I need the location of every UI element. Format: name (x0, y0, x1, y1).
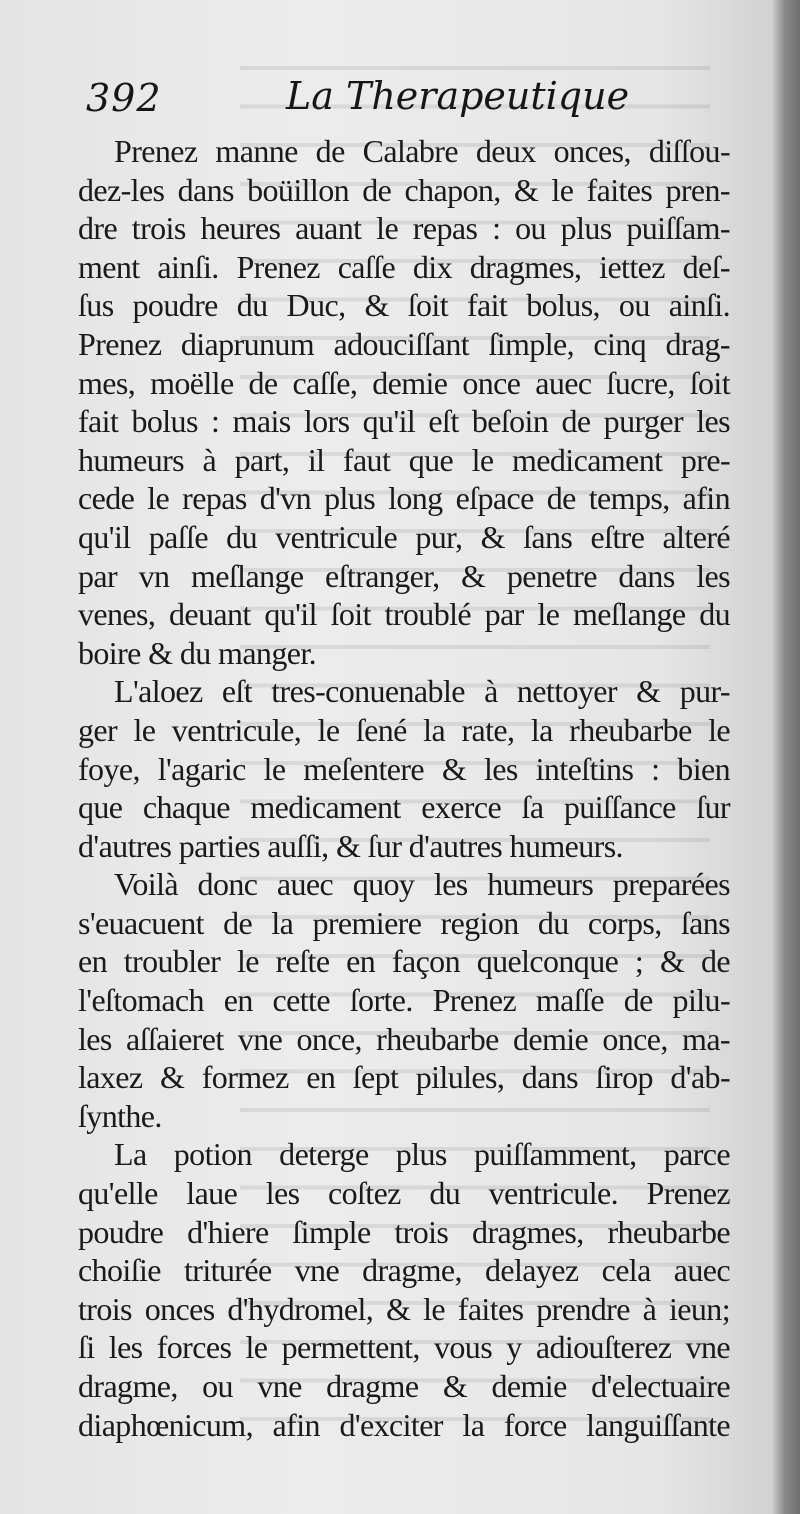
text-line: fait bolus : mais lors qu'il eſt beſoin de purger les (78, 403, 730, 440)
text-line: choiſie triturée vne dragme, delayez cela auec (78, 1252, 730, 1289)
text-line: par vn meſlange eſtranger, & penetre dans les (78, 557, 730, 594)
text-line: en troubler le reſte en façon quelconque ; & de (78, 943, 730, 980)
text-line: l'eſtomach en cette ſorte. Prenez maſſe de pilu- (78, 982, 730, 1019)
text-line: venes, deuant qu'il ſoit troublé par le meſlange du (78, 596, 730, 633)
text-line: L'aloez eſt tres-conuenable à nettoyer & pur- (114, 673, 730, 710)
text-line: ſi les forces le permettent, vous y adiouſterez vne (78, 1329, 730, 1366)
text-line: qu'elle laue les coſtez du ventricule. Prenez (78, 1175, 730, 1212)
text-line: trois onces d'hydromel, & le faites prendre à ieun; (78, 1290, 730, 1327)
text-line: Prenez manne de Calabre deux onces, diſſou- (114, 133, 730, 169)
text-line: laxez & formez en ſept pilules, dans ſirop d'ab- (78, 1059, 730, 1096)
text-line: dre trois heures auant le repas : ou plus puiſſam- (78, 210, 730, 247)
running-title: La Therapeutique (286, 74, 630, 118)
text-line: ſynthe. (78, 1097, 162, 1134)
page-number: 392 (86, 76, 162, 120)
text-line: poudre d'hiere ſimple trois dragmes, rheubarbe (78, 1213, 730, 1250)
text-line: mes, moëlle de caſſe, demie once auec ſucre, ſoit (78, 364, 730, 401)
text-line: ſus poudre du Duc, & ſoit fait bolus, ou ainſi. (78, 287, 730, 324)
text-line: ment ainſi. Prenez caſſe dix dragmes, iettez deſ- (78, 248, 730, 285)
text-line: que chaque medicament exerce ſa puiſſance ſur (78, 789, 730, 826)
text-line: qu'il paſſe du ventricule pur, & ſans eſtre alteré (78, 518, 730, 555)
text-line: Voilà donc auec quoy les humeurs preparées (114, 866, 730, 903)
text-line: Prenez diaprunum adouciſſant ſimple, cinq drag- (78, 325, 730, 362)
text-line: humeurs à part, il faut que le medicament pre- (78, 441, 730, 478)
text-line: d'autres parties auſſi, & ſur d'autres humeurs. (78, 827, 623, 864)
text-line: cede le repas d'vn plus long eſpace de temps, afin (78, 480, 730, 517)
text-line: dez-les dans boüillon de chapon, & le faites pren- (78, 171, 730, 208)
body-text (78, 132, 730, 1444)
text-line: diaphœnicum, afin d'exciter la force languiſſante (78, 1406, 730, 1443)
text-line: foye, l'agaric le meſentere & les inteſtins : bien (78, 750, 730, 787)
page-edge-shadow (772, 0, 800, 1514)
text-line: ger le ventricule, le ſené la rate, la rheubarbe le (78, 711, 730, 748)
text-line: La potion deterge plus puiſſamment, parce (114, 1136, 730, 1173)
text-line: boire & du manger. (78, 634, 317, 671)
page-header (86, 70, 746, 128)
text-line: les aſſaieret vne once, rheubarbe demie once, ma- (78, 1020, 730, 1057)
text-line: s'euacuent de la premiere region du corps, ſans (78, 904, 730, 941)
text-line: dragme, ou vne dragme & demie d'electuaire (78, 1368, 730, 1404)
